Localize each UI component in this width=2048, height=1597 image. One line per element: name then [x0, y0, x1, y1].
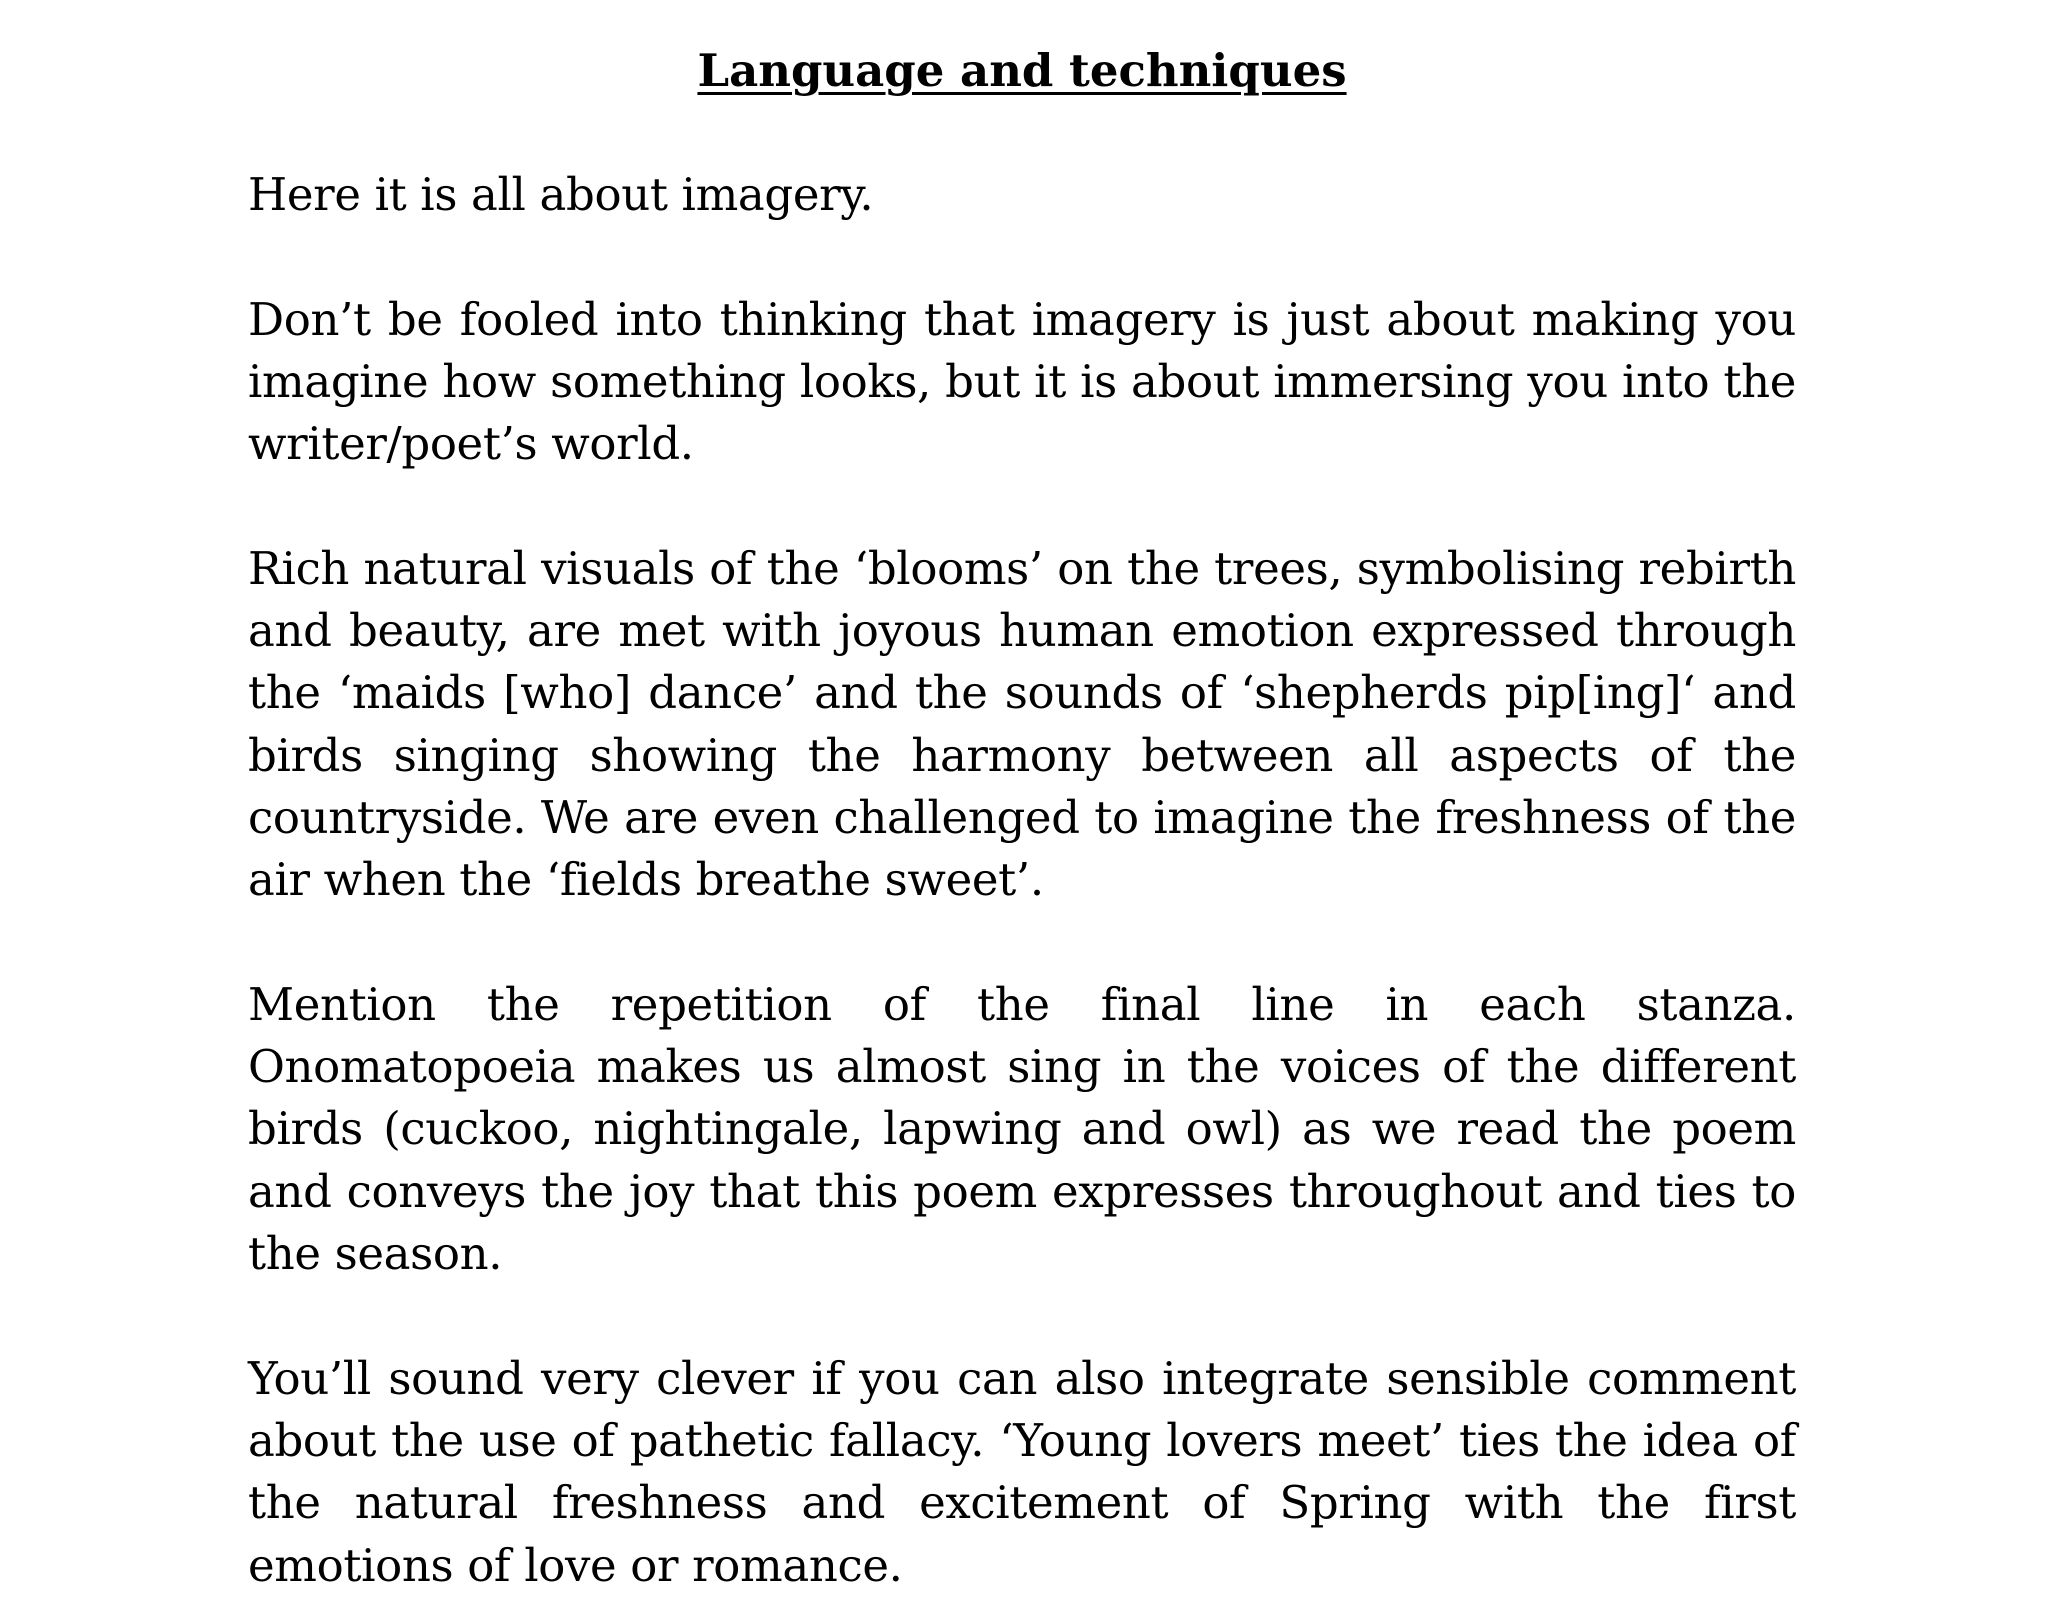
paragraph-repetition-onomatopoeia: Mention the repetition of the final line in each stanza. Onomatopoeia makes us almost sing in the voices of the different birds (cuckoo, nightingale, lapwing and owl) as we read the poem and conveys the joy that this poem expresses throughout and ties to the season.: [248, 977, 1796, 1281]
paragraph-natural-visuals: Rich natural visuals of the ‘blooms’ on the trees, symbolising rebirth and beauty, are met with joyous human emotion expressed through the ‘maids [who] dance’ and the sounds of ‘shepherds pip[ing]‘ and birds singing showing the harmony between all aspects of the countryside. We are even challenged to imagine the freshness of the air when the ‘fields breathe sweet’.: [248, 541, 1796, 907]
document-page: [248, 0, 1796, 1597]
paragraph-intro: Here it is all about imagery.: [248, 168, 874, 221]
page-title: Language and techniques: [697, 44, 1347, 97]
paragraph-imagery-definition: Don’t be fooled into thinking that imagery is just about making you imagine how something looks, but it is about immersing you into the writer/poet’s world.: [248, 292, 1796, 471]
paragraph-pathetic-fallacy: You’ll sound very clever if you can also integrate sensible comment about the use of pathetic fallacy. ‘Young lovers meet’ ties the idea of the natural freshness and excitement of Spring with the first emotions of love or romance.: [248, 1351, 1796, 1592]
